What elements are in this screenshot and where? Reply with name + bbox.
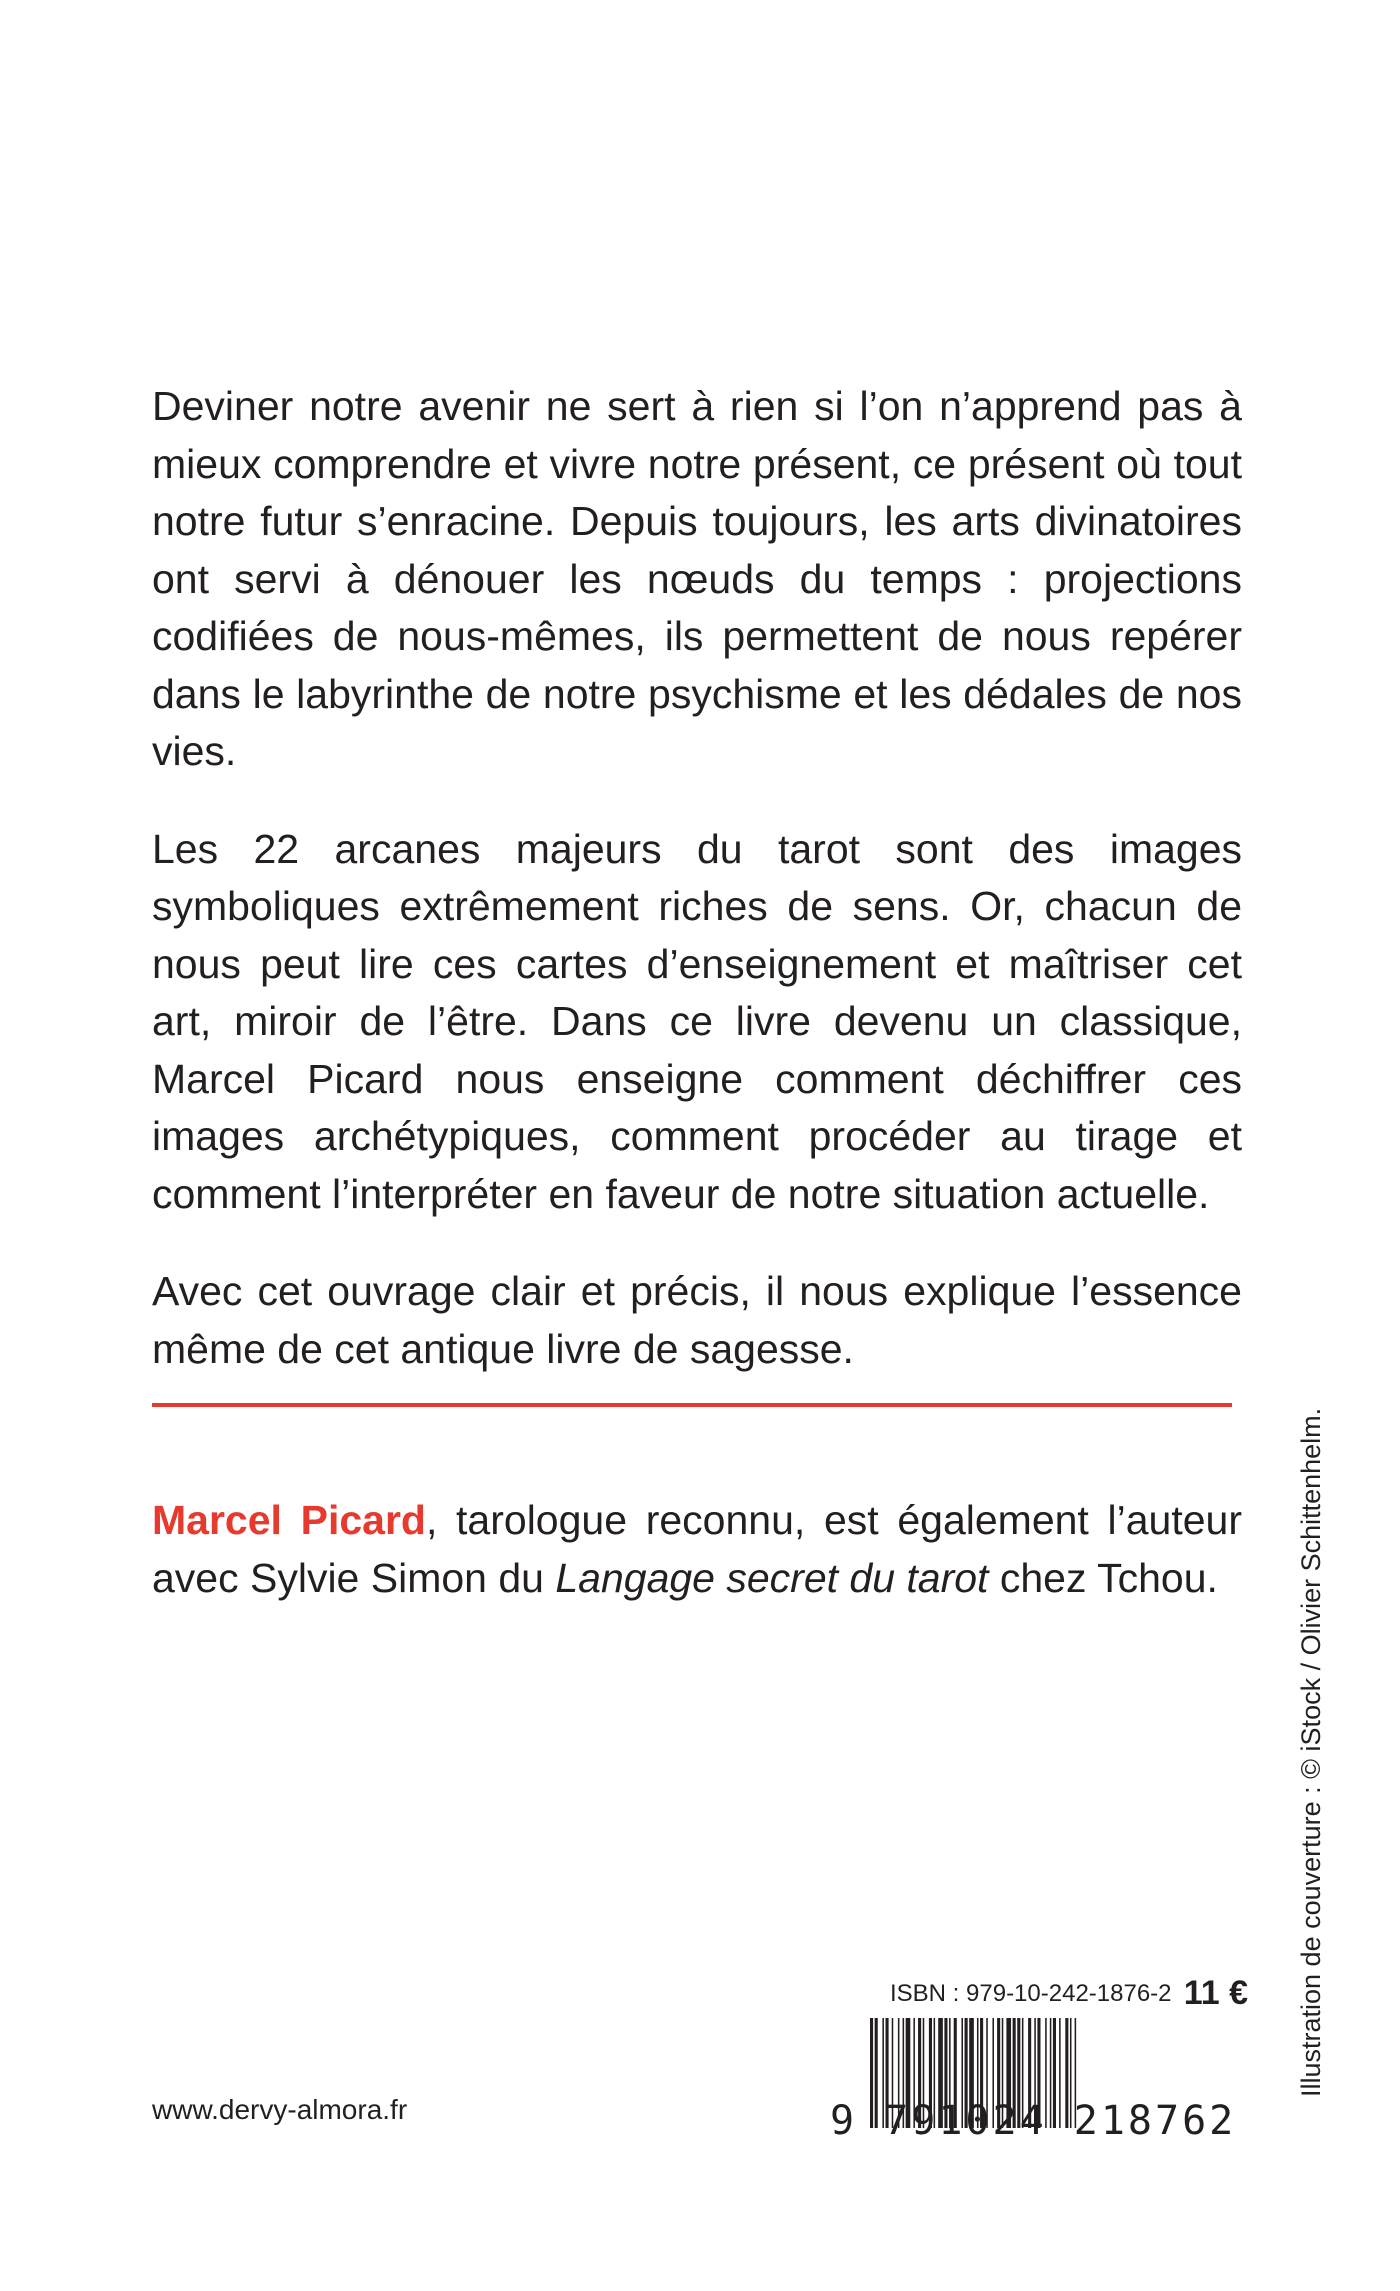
blurb-paragraph: Les 22 arcanes majeurs du tarot sont des images symboliques extrêmement riches de sens. Or, chacun de nous peut lire ces cartes d’enseignement et maîtriser cet art, miroir de l’être. Dans ce livre devenu un classique, Marcel Picard nous enseigne comment déchiffrer ces images archétypiques, comment procéder au tirage et comment l’interpréter en faveur de notre situation actuelle. — [152, 825, 1242, 1217]
bio-text-end: chez Tchou. — [988, 1554, 1218, 1601]
blurb-paragraph: Avec cet ouvrage clair et précis, il nous explique l’essence même de cet antique livre de sagesse. — [152, 1268, 1242, 1372]
red-divider — [152, 1403, 1232, 1407]
isbn: ISBN : 979-10-242-1876-2 — [890, 1980, 1172, 2007]
website-link[interactable]: www.dervy-almora.fr — [152, 2094, 408, 2125]
blurb-paragraph: Deviner notre avenir ne sert à rien si l’on n’apprend pas à mieux comprendre et vivre notre présent, ce présent où tout notre futur s’enracine. Depuis toujours, les arts divinatoires ont servi à dénouer les nœuds du temps : projections codifiées de nous-mêmes, ils permettent de nous repérer dans le labyrinthe de notre psychisme et les dédales de nos vies. — [152, 383, 1242, 774]
price: 11 € — [1183, 1974, 1248, 2012]
cover-credit: Illustration de couverture : © iStock / Olivier Schittenhelm. — [1296, 1407, 1326, 2097]
barcode-block — [830, 1974, 1250, 2144]
bio-text: , tarologue reconnu, est également l’auteur avec Sylvie Simon du — [152, 1497, 1242, 1601]
author-bio — [152, 1492, 1242, 1607]
book-title: Langage secret du tarot — [555, 1554, 989, 1601]
author-name: Marcel Picard — [152, 1497, 426, 1543]
blurb — [152, 378, 1242, 1378]
barcode-digits: 9 791024 218762 — [830, 2098, 1237, 2144]
